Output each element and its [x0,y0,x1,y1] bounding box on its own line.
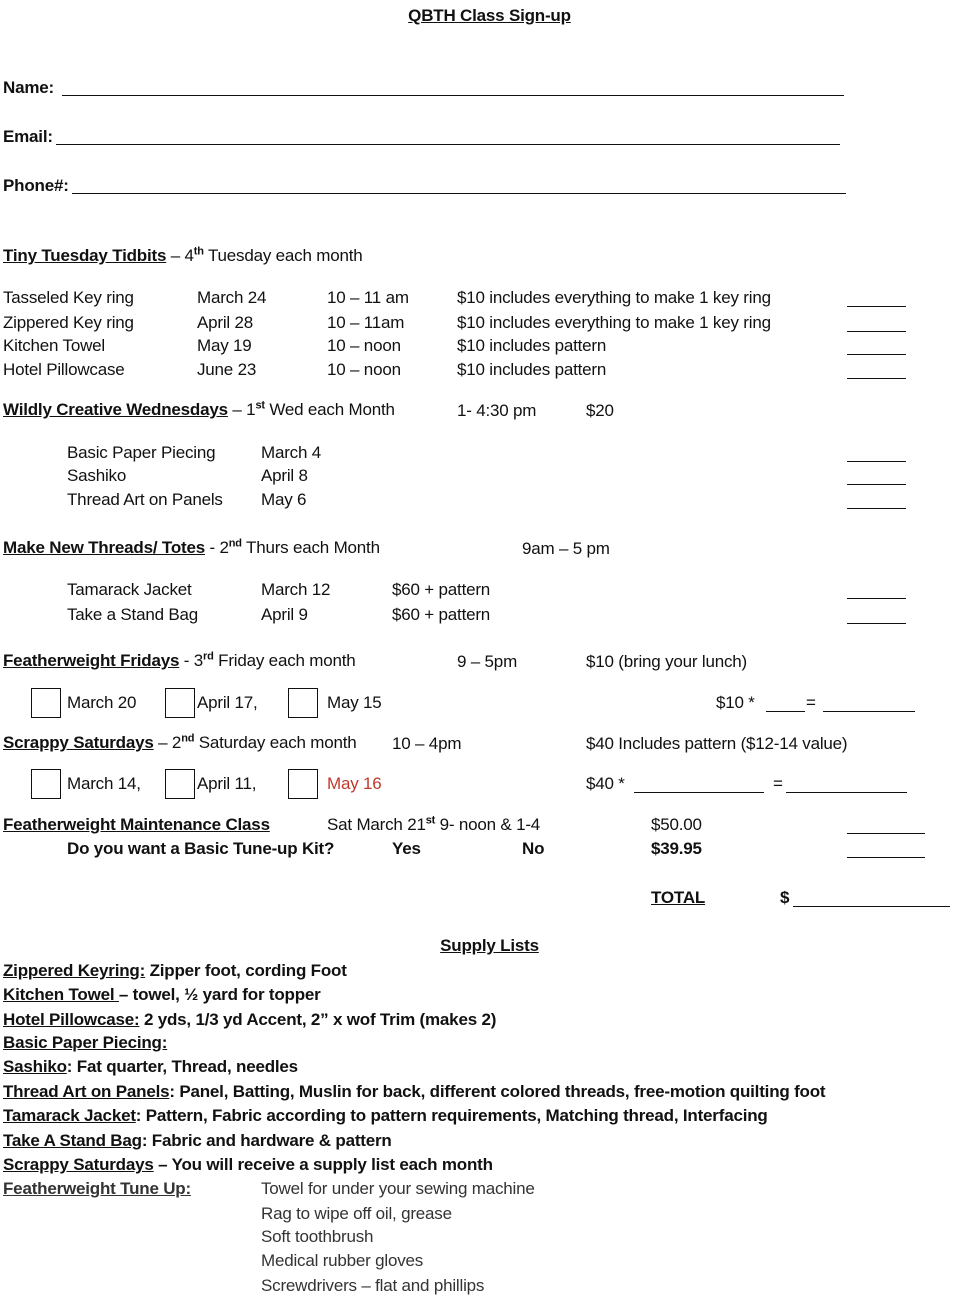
make-new-threads-heading: Make New Threads/ Totes - 2nd Thurs each Month [3,537,380,557]
quantity-field[interactable] [766,711,805,712]
tune-up-supply-item: Towel for under your sewing machine [261,1179,535,1198]
session-time: 10 – 4pm [392,734,462,753]
class-name: Zippered Key ring [3,313,134,332]
total-currency: $ [780,888,790,907]
signup-blank[interactable] [847,598,906,599]
phone-field[interactable] [72,193,846,194]
class-date: June 23 [197,360,257,379]
class-description: $10 includes everything to make 1 key ring [457,288,771,307]
class-description: $10 includes pattern [457,336,607,355]
tune-up-supply-item: Soft toothbrush [261,1227,374,1246]
page-title: QBTH Class Sign-up [408,6,571,25]
class-description: $10 includes everything to make 1 key ring [457,313,771,332]
checkbox[interactable] [288,688,318,718]
checkbox-label: May 16 [327,774,382,793]
class-date: March 24 [197,288,267,307]
tune-up-supply-item: Medical rubber gloves [261,1251,424,1270]
class-date: March 4 [261,443,322,462]
tune-up-supply-label: Featherweight Tune Up: [3,1179,191,1198]
tune-up-supply-item: Rag to wipe off oil, grease [261,1204,452,1223]
class-time: 10 – noon [327,360,401,379]
supply-item: Tamarack Jacket: Pattern, Fabric according to pattern requirements, Matching thread, Interfacing [3,1106,768,1125]
supply-item: Zippered Keyring: Zipper foot, cording Foot [3,961,347,980]
amount-field[interactable] [786,792,907,793]
session-price: $20 [586,401,614,420]
class-name: Sashiko [67,466,127,485]
class-date: April 28 [197,313,254,332]
wildly-creative-heading: Wildly Creative Wednesdays – 1st Wed each Month [3,399,395,419]
checkbox-label: May 15 [327,693,382,712]
class-price: $60 + pattern [392,580,491,599]
signup-blank[interactable] [847,306,906,307]
name-field[interactable] [62,95,844,96]
signup-blank[interactable] [847,508,906,509]
class-time: 10 – 11 am [327,288,409,307]
supply-lists-heading: Supply Lists [440,936,539,955]
maintenance-class-heading: Featherweight Maintenance Class [3,815,270,834]
maintenance-price: $50.00 [651,815,702,834]
signup-blank[interactable] [847,623,906,624]
class-name: Take a Stand Bag [67,605,199,624]
total-field[interactable] [793,906,950,907]
checkbox[interactable] [31,688,61,718]
price-multiplier: $10 * [716,693,755,712]
signup-blank[interactable] [847,484,906,485]
kit-price: $39.95 [651,839,702,858]
checkbox-label: April 17, [197,693,258,712]
checkbox[interactable] [165,688,195,718]
name-label: Name: [3,78,54,97]
signup-blank[interactable] [847,857,925,858]
supply-item: Scrappy Saturdays – You will receive a supply list each month [3,1155,493,1174]
class-name: Basic Paper Piecing [67,443,216,462]
class-name: Kitchen Towel [3,336,105,355]
tiny-tuesday-heading: Tiny Tuesday Tidbits – 4th Tuesday each month [3,245,363,265]
email-label: Email: [3,127,53,146]
class-name: Thread Art on Panels [67,490,223,509]
session-time: 1- 4:30 pm [457,401,537,420]
checkbox[interactable] [165,769,195,799]
class-date: April 8 [261,466,308,485]
class-date: May 6 [261,490,307,509]
featherweight-fridays-heading: Featherweight Fridays - 3rd Friday each month [3,650,356,670]
equals-sign: = [773,774,783,793]
class-name: Hotel Pillowcase [3,360,125,379]
class-date: March 12 [261,580,331,599]
class-name: Tasseled Key ring [3,288,134,307]
price-multiplier: $40 * [586,774,625,793]
signup-blank[interactable] [847,354,906,355]
class-time: 10 – 11am [327,313,405,332]
session-price: $40 Includes pattern ($12-14 value) [586,734,848,753]
supply-item: Take A Stand Bag: Fabric and hardware & pattern [3,1131,392,1150]
class-time: 10 – noon [327,336,401,355]
supply-item: Basic Paper Piecing: [3,1033,168,1052]
equals-sign: = [806,693,816,712]
class-date: April 9 [261,605,308,624]
total-label: TOTAL [651,888,706,907]
class-description: $10 includes pattern [457,360,607,379]
checkbox-label: March 20 [67,693,137,712]
supply-item: Kitchen Towel – towel, ½ yard for topper [3,985,321,1004]
class-name: Tamarack Jacket [67,580,192,599]
yes-option[interactable]: Yes [392,839,421,858]
no-option[interactable]: No [522,839,545,858]
signup-blank[interactable] [847,378,906,379]
class-price: $60 + pattern [392,605,491,624]
session-time: 9 – 5pm [457,652,518,671]
quantity-field[interactable] [634,792,764,793]
signup-blank[interactable] [847,461,906,462]
tune-up-kit-question: Do you want a Basic Tune-up Kit? [67,839,335,858]
checkbox[interactable] [288,769,318,799]
supply-item: Sashiko: Fat quarter, Thread, needles [3,1057,298,1076]
checkbox-label: April 11, [197,774,257,793]
session-price: $10 (bring your lunch) [586,652,747,671]
scrappy-saturdays-heading: Scrappy Saturdays – 2nd Saturday each month [3,732,357,752]
email-field[interactable] [56,144,840,145]
signup-blank[interactable] [847,331,906,332]
tune-up-supply-item: Screwdrivers – flat and phillips [261,1276,485,1295]
maintenance-date: Sat March 21st 9- noon & 1-4 [327,814,541,834]
amount-field[interactable] [823,711,915,712]
supply-item: Hotel Pillowcase: 2 yds, 1/3 yd Accent, 2” x wof Trim (makes 2) [3,1010,497,1029]
phone-label: Phone#: [3,176,69,195]
class-date: May 19 [197,336,252,355]
session-time: 9am – 5 pm [522,539,610,558]
checkbox[interactable] [31,769,61,799]
signup-blank[interactable] [847,833,925,834]
checkbox-label: March 14, [67,774,141,793]
supply-item: Thread Art on Panels: Panel, Batting, Muslin for back, different colored threads, free-motion quilting foot [3,1082,826,1101]
